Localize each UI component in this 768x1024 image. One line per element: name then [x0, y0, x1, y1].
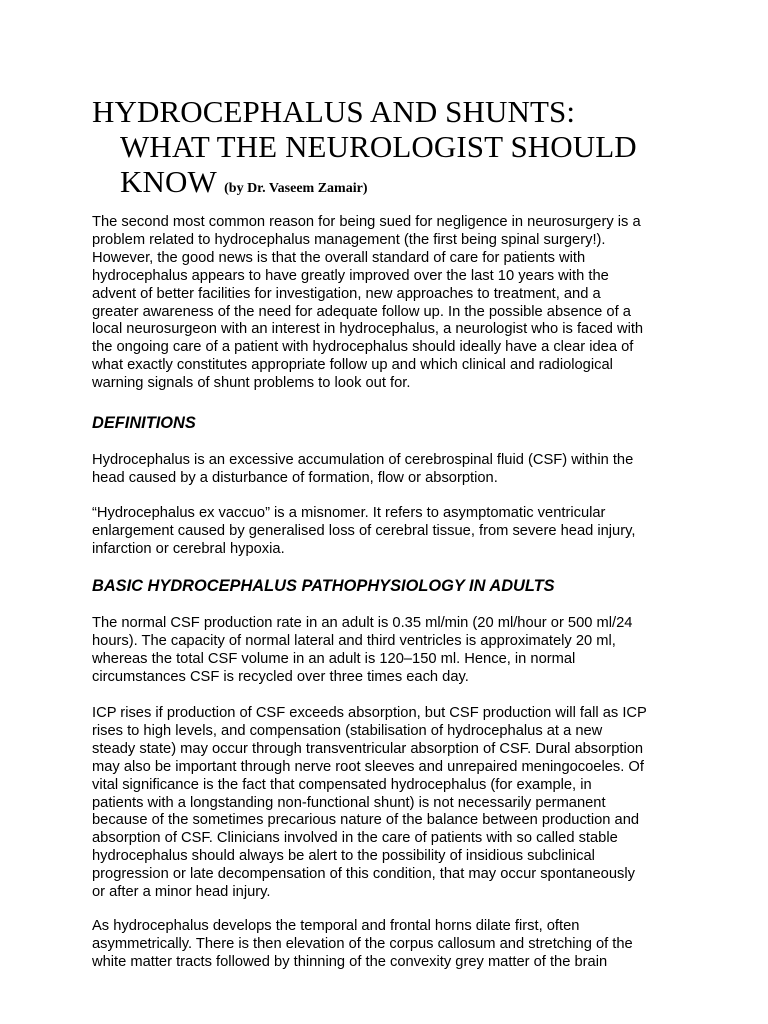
text-line: local neurosurgeon with an interest in hydrocephalus, a neurologist who is faced with [92, 321, 644, 338]
author-byline: (by Dr. Vaseem Zamair) [224, 181, 368, 196]
text-line: infarction or cerebral hypoxia. [92, 540, 285, 557]
text-line: Hydrocephalus is an excessive accumulation of cerebrospinal fluid (CSF) within the [92, 452, 634, 468]
document-title [92, 94, 732, 206]
text-line: problem related to hydrocephalus management (the first being spinal surgery!). [92, 231, 606, 248]
text-line: However, the good news is that the overall standard of care for patients with [92, 249, 586, 266]
pathophysiology-paragraph-2 [92, 705, 692, 902]
text-line: progression or late decompensation of this condition, that may occur spontaneously [92, 866, 635, 883]
text-line: hydrocephalus appears to have greatly improved over the last 10 years with the [92, 267, 609, 284]
text-line: hours). The capacity of normal lateral and third ventricles is approximately 20 ml, [92, 632, 616, 649]
title-line-3 [92, 164, 732, 206]
text-line: greater awareness of the need for adequate follow up. In the possible absence of a [92, 303, 631, 320]
text-line: vital significance is the fact that compensated hydrocephalus (for example, in [92, 776, 592, 793]
definitions-heading: DEFINITIONS [92, 414, 196, 432]
text-line: ICP rises if production of CSF exceeds absorption, but CSF production will fall as ICP [92, 705, 647, 721]
text-line: The normal CSF production rate in an adult is 0.35 ml/min (20 ml/hour or 500 ml/24 [92, 615, 633, 631]
title-line-1: HYDROCEPHALUS AND SHUNTS: [92, 94, 576, 129]
text-line: The second most common reason for being sued for negligence in neurosurgery is a [92, 214, 641, 230]
title-line-3-text: KNOW [120, 164, 217, 199]
title-line-2: WHAT THE NEUROLOGIST SHOULD [120, 129, 637, 164]
text-line: the ongoing care of a patient with hydrocephalus should ideally have a clear idea of [92, 339, 634, 356]
pathophysiology-paragraph-1 [92, 615, 692, 687]
text-line: whereas the total CSF volume in an adult is 120–150 ml. Hence, in normal [92, 650, 576, 667]
definitions-paragraph-1 [92, 452, 692, 488]
text-line: what exactly constitutes appropriate follow up and which clinical and radiological [92, 357, 613, 374]
text-line: rises to high levels, and compensation (stabilisation of hydrocephalus at a new [92, 722, 603, 739]
definitions-paragraph-2 [92, 505, 692, 559]
text-line: advent of better facilities for investigation, new approaches to treatment, and a [92, 285, 601, 302]
text-line: steady state) may occur through transventricular absorption of CSF. Dural absorption [92, 740, 644, 757]
text-line: “Hydrocephalus ex vaccuo” is a misnomer. It refers to asymptomatic ventricular [92, 505, 606, 521]
text-line: because of the sometimes precarious nature of the balance between production and [92, 812, 640, 829]
text-line: absorption of CSF. Clinicians involved in the care of patients with so called stable [92, 830, 618, 847]
text-line: hydrocephalus should always be alert to the possibility of insidious subclinical [92, 848, 595, 865]
text-line: or after a minor head injury. [92, 884, 271, 901]
text-line: circumstances CSF is recycled over three times each day. [92, 668, 469, 685]
text-line: As hydrocephalus develops the temporal and frontal horns dilate first, often [92, 918, 580, 934]
text-line: patients with a longstanding non-functional shunt) is not necessarily permanent [92, 794, 606, 811]
text-line: asymmetrically. There is then elevation of the corpus callosum and stretching of the [92, 935, 633, 952]
text-line: may also be important through nerve root sleeves and unrepaired meningocoeles. Of [92, 758, 644, 775]
intro-paragraph [92, 214, 692, 393]
pathophysiology-paragraph-3 [92, 918, 692, 972]
text-line: head caused by a disturbance of formation, flow or absorption. [92, 469, 498, 486]
text-line: warning signals of shunt problems to look out for. [92, 375, 411, 392]
text-line: enlargement caused by generalised loss of cerebral tissue, from severe head injury, [92, 522, 636, 539]
text-line: white matter tracts followed by thinning of the convexity grey matter of the brain [92, 953, 608, 970]
pathophysiology-heading: BASIC HYDROCEPHALUS PATHOPHYSIOLOGY IN ADULTS [92, 577, 555, 595]
